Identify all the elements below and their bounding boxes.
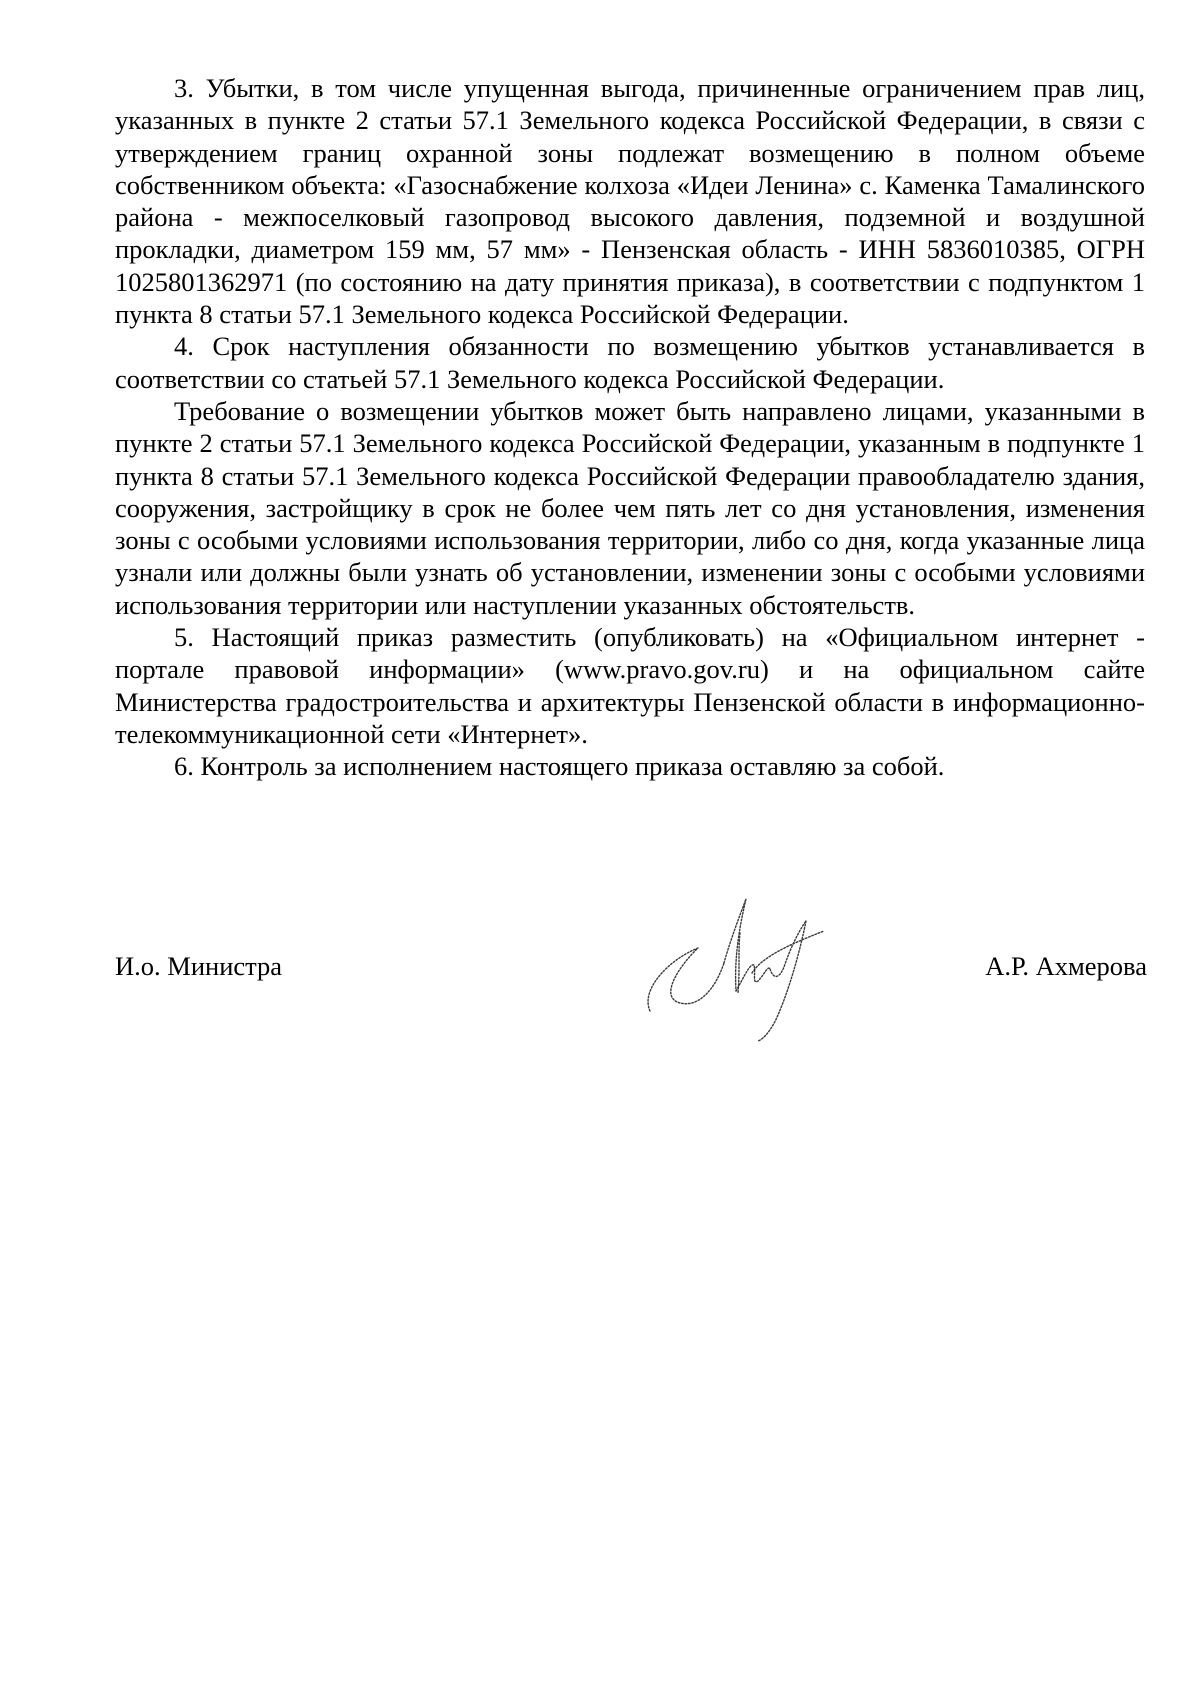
paragraph-item-5: 5. Настоящий приказ разместить (опубликовать) на «Официальном интернет - портале правовой информации» (www.pravo.gov.ru) и на официальном сайте Министерства градостроительства и архитектуры Пензенской области в информационно-телекоммуникационной сети «Интернет». — [115, 622, 1145, 749]
signatory-name: А.Р. Ахмерова — [985, 951, 1147, 981]
document-body — [115, 72, 1145, 783]
signatory-title: И.о. Министра — [115, 951, 283, 981]
paragraph-item-3: 3. Убытки, в том числе упущенная выгода, причиненные ограничением прав лиц, указанных в пункте 2 статьи 57.1 Земельного кодекса Российской Федерации, в связи с утверждением границ охранной зоны подлежат возмещению в полном объеме собственником объекта: «Газоснабжение колхоза «Идеи Ленина» с. Каменка Тамалинского района - межпоселковый газопровод высокого давления, подземной и воздушной прокладки, диаметром 159 мм, 57 мм» - Пензенская область - ИНН 5836010385, ОГРН 1025801362971 (по состоянию на дату принятия приказа), в соответствии с подпунктом 1 пункта 8 статьи 57.1 Земельного кодекса Российской Федерации. — [115, 73, 1145, 330]
paragraph-item-4: 4. Срок наступления обязанности по возмещению убытков устанавливается в соответствии со статьей 57.1 Земельного кодекса Российской Федерации. — [115, 331, 1145, 394]
paragraph-item-6: 6. Контроль за исполнением настоящего приказа оставляю за собой. — [174, 751, 945, 782]
paragraph-claim-requirement: Требование о возмещении убытков может быть направлено лицами, указанными в пункте 2 статьи 57.1 Земельного кодекса Российской Федерации, указанным в подпункте 1 пункта 8 статьи 57.1 Земельного кодекса Российской Федерации правообладателю здания, сооружения, застройщику в срок не более чем пять лет со дня установления, изменения зоны с особыми условиями использования территории, либо со дня, когда указанные лица узнали или должны были узнать об установлении, изменении зоны с особыми условиями использования территории или наступлении указанных обстоятельств. — [115, 395, 1145, 620]
signature-block — [115, 950, 1147, 990]
